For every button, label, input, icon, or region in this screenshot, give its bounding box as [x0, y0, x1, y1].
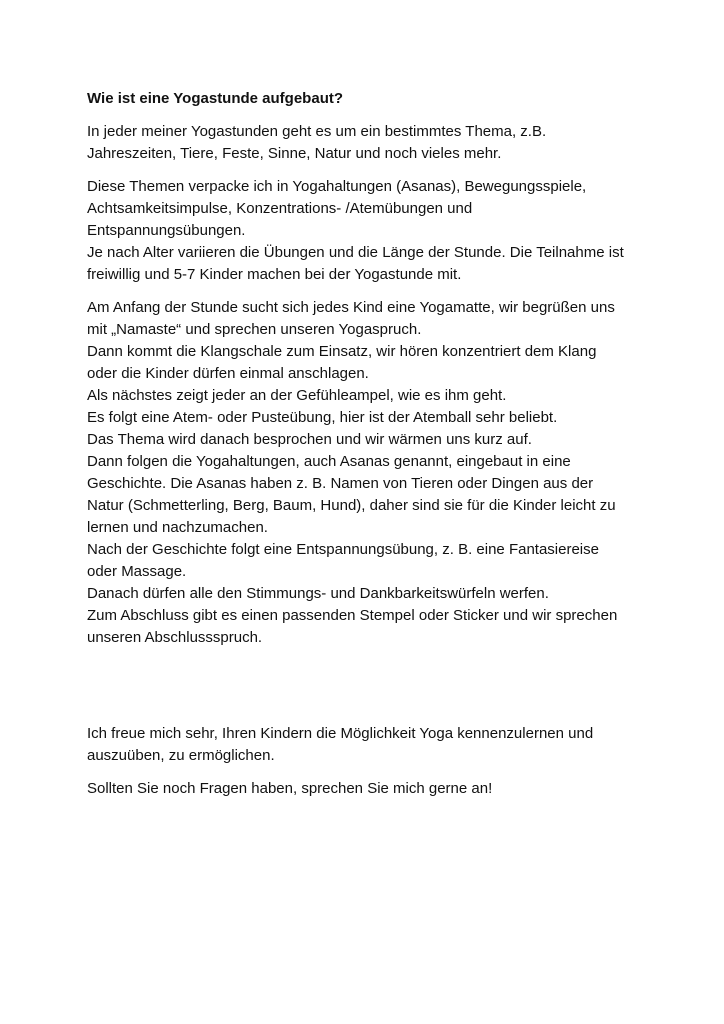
paragraph-line: Es folgt eine Atem- oder Pusteübung, hier ist der Atemball sehr beliebt.	[87, 409, 558, 426]
paragraph-line: oder Massage.	[87, 563, 187, 580]
paragraph-line: oder die Kinder dürfen einmal anschlagen.	[87, 365, 369, 382]
paragraph-line: In jeder meiner Yogastunden geht es um ein bestimmtes Thema, z.B.	[87, 123, 547, 140]
document-content	[87, 88, 662, 811]
paragraph-line: Danach dürfen alle den Stimmungs- und Dankbarkeitswürfeln werfen.	[87, 585, 549, 602]
paragraph-line: lernen und nachzumachen.	[87, 519, 268, 536]
paragraph-line: Dann kommt die Klangschale zum Einsatz, wir hören konzentriert dem Klang	[87, 343, 597, 360]
paragraph-line: Dann folgen die Yogahaltungen, auch Asanas genannt, eingebaut in eine	[87, 453, 571, 470]
paragraph-line: Am Anfang der Stunde sucht sich jedes Kind eine Yogamatte, wir begrüßen uns	[87, 299, 615, 316]
paragraph-themes	[87, 176, 662, 286]
paragraph-line: Geschichte. Die Asanas haben z. B. Namen von Tieren oder Dingen aus der	[87, 475, 594, 492]
document-title: Wie ist eine Yogastunde aufgebaut?	[87, 90, 344, 107]
paragraph-line: Sollten Sie noch Fragen haben, sprechen Sie mich gerne an!	[87, 780, 493, 797]
paragraph-line: unseren Abschlussspruch.	[87, 629, 263, 646]
paragraph-line: Natur (Schmetterling, Berg, Baum, Hund), daher sind sie für die Kinder leicht zu	[87, 497, 616, 514]
paragraph-questions	[87, 778, 662, 800]
spacer	[87, 660, 662, 723]
paragraph-intro	[87, 121, 662, 165]
paragraph-line: Je nach Alter variieren die Übungen und die Länge der Stunde. Die Teilnahme ist	[87, 244, 624, 261]
paragraph-line: Zum Abschluss gibt es einen passenden Stempel oder Sticker und wir sprechen	[87, 607, 618, 624]
paragraph-line: Diese Themen verpacke ich in Yogahaltungen (Asanas), Bewegungsspiele,	[87, 178, 587, 195]
paragraph-line: Jahreszeiten, Tiere, Feste, Sinne, Natur und noch vieles mehr.	[87, 145, 502, 162]
paragraph-lesson-flow	[87, 297, 662, 649]
paragraph-line: mit „Namaste“ und sprechen unseren Yogaspruch.	[87, 321, 422, 338]
paragraph-line: Ich freue mich sehr, Ihren Kindern die Möglichkeit Yoga kennenzulernen und	[87, 725, 594, 742]
paragraph-line: auszuüben, zu ermöglichen.	[87, 747, 275, 764]
paragraph-line: freiwillig und 5-7 Kinder machen bei der Yogastunde mit.	[87, 266, 462, 283]
paragraph-line: Als nächstes zeigt jeder an der Gefühleampel, wie es ihm geht.	[87, 387, 507, 404]
paragraph-line: Entspannungsübungen.	[87, 222, 246, 239]
paragraph-line: Nach der Geschichte folgt eine Entspannungsübung, z. B. eine Fantasiereise	[87, 541, 599, 558]
paragraph-line: Achtsamkeitsimpulse, Konzentrations- /Atemübungen und	[87, 200, 473, 217]
paragraph-line: Das Thema wird danach besprochen und wir wärmen uns kurz auf.	[87, 431, 532, 448]
paragraph-closing	[87, 723, 662, 767]
